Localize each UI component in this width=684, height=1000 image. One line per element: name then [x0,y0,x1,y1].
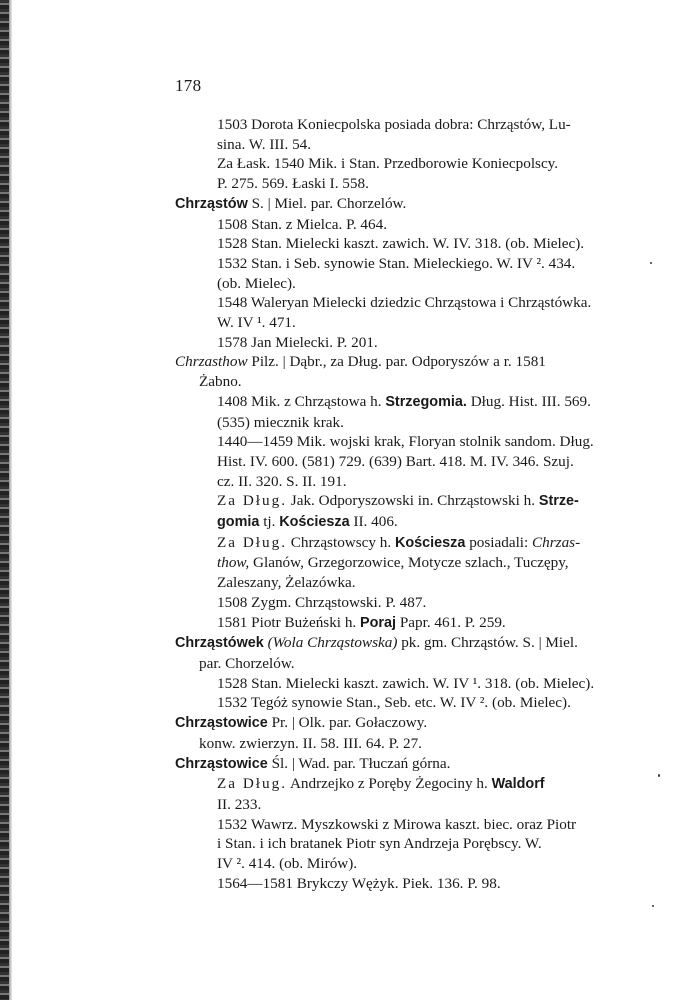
entry-line [175,734,645,754]
bold-term: Chrząstów [175,195,248,212]
text-run: (ob. Mielec). [217,274,296,292]
spaced-citation: Za Dług. [217,492,287,510]
text-run: Śl. | Wad. par. Tłuczań górna. [267,754,451,772]
entry-line [175,154,645,174]
text-run: II. 233. [217,795,262,813]
bold-term: Strzegomia. [385,393,467,410]
page-binding-edge [0,0,9,1000]
entry-line [175,613,645,634]
text-run: 1408 Mik. z Chrząstowa h. [217,392,386,410]
text-run: Pilz. | Dąbr., za Dług. par. Odporyszów a r. 1581 [247,353,546,371]
text-run: 1440—1459 Mik. wojski krak, Floryan stolnik sandom. Dług. [217,433,594,451]
entry-line [175,392,645,413]
bold-term: Poraj [360,614,397,631]
entry-line [175,693,645,713]
text-run: 1528 Stan. Mielecki kaszt. zawich. W. IV ¹. 318. (ob. Mielec). [217,674,595,692]
text-run: Za Łask. 1540 Mik. i Stan. Przedborowie Koniecpolscy. [217,155,559,173]
text-run: 1532 Stan. i Seb. synowie Stan. Mieleckiego. W. IV ². 434. [217,254,576,272]
text-run: pk. gm. Chrząstów. S. | Miel. [397,634,578,652]
text-run: (535) miecznik krak. [217,413,344,431]
entry-line [175,115,645,135]
text-run: Jak. Odporyszowski in. Chrząstowski h. [287,492,539,510]
text-run: par. Chorzelów. [199,654,295,672]
entry-line [175,533,645,554]
entry-line [175,293,645,313]
text-run: IV ². 414. (ob. Mirów). [217,855,358,873]
page-binding-shadow [9,0,12,1000]
print-speck [652,905,654,907]
italic-term: thow, [217,554,250,572]
italic-term: Chrzasthow [175,353,248,371]
text-run: 1532 Wawrz. Myszkowski z Mirowa kaszt. biec. oraz Piotr [217,815,577,833]
text-run: II. 406. [349,513,398,531]
entry-line [175,491,645,512]
entry-line [175,512,645,533]
entry-line [175,452,645,472]
text-run: posiadali: [465,533,533,551]
bold-term: Chrząstowice [175,715,268,732]
text-run: Chrząstowscy h. [287,533,395,551]
entry-line [175,854,645,874]
entry-headword-line [175,352,645,372]
entry-headword-line [175,194,645,215]
text-run: 1564—1581 Brykczy Wężyk. Piek. 136. P. 98. [217,874,501,892]
text-run: 1548 Waleryan Mielecki dziedzic Chrząstowa i Chrząstówka. [217,294,592,312]
text-run: 1528 Stan. Mielecki kaszt. zawich. W. IV. 318. (ob. Mielec). [217,235,585,253]
text-run: Glanów, Grzegorzowice, Motycze szlach., Tuczępy, [249,554,569,572]
entry-line [175,795,645,815]
entry-line [175,834,645,854]
text-run: Pr. | Olk. par. Gołaczowy. [267,714,428,732]
entry-line [175,432,645,452]
entry-line [175,274,645,294]
bold-term: Waldorf [491,776,545,793]
text-run: W. IV ¹. 471. [217,314,296,332]
text-run: 1508 Stan. z Mielca. P. 464. [217,215,387,233]
entry-headword-line [175,713,645,734]
text-run: Żabno. [199,373,242,391]
entry-line [175,372,645,392]
page-number: 178 [175,76,202,95]
entry-line [175,135,645,155]
spaced-citation: Za Dług. [217,775,287,793]
bold-term: Kościesza [394,534,466,551]
entry-text-column [175,115,645,893]
bold-term: Chrząstowice [175,755,268,772]
text-run: Papr. 461. P. 259. [396,613,506,631]
entry-line [175,313,645,333]
entry-line [175,593,645,613]
italic-term: Chrzas- [532,533,581,551]
entry-line [175,774,645,795]
bold-term: Chrząstówek [175,635,264,652]
text-run: 1508 Zygm. Chrząstowski. P. 487. [217,593,427,611]
entry-line [175,234,645,254]
text-run: P. 275. 569. Łaski I. 558. [217,175,369,193]
entry-line [175,654,645,674]
italic-term: (Wola Chrząstowska) [263,634,398,652]
text-run: S. | Miel. par. Chorzelów. [247,194,407,212]
text-run: cz. II. 320. S. II. 191. [217,472,347,490]
text-run: 1532 Tegóż synowie Stan., Seb. etc. W. IV ². (ob. Mielec). [217,694,571,712]
spaced-citation: Za Dług. [217,533,287,551]
print-speck [658,774,660,777]
text-run: Dług. Hist. III. 569. [466,392,591,410]
entry-line [175,553,645,573]
entry-line [175,674,645,694]
text-run: Hist. IV. 600. (581) 729. (639) Bart. 418. M. IV. 346. Szuj. [217,452,574,470]
bold-term: Strze- [538,493,579,510]
entry-line [175,215,645,235]
entry-line [175,254,645,274]
text-run: Andrzejko z Poręby Żegociny h. [287,775,492,793]
entry-line [175,174,645,194]
print-speck [650,262,652,264]
entry-line [175,472,645,492]
entry-line [175,874,645,894]
entry-line [175,573,645,593]
text-run: 1578 Jan Mielecki. P. 201. [217,333,378,351]
entry-headword-line [175,754,645,775]
text-run: 1581 Piotr Bużeński h. [217,613,361,631]
entry-headword-line [175,633,645,654]
text-run: tj. [259,513,280,531]
entry-line [175,815,645,835]
text-run: Zaleszany, Żelazówka. [217,574,356,592]
bold-term: Kościesza [279,514,350,531]
text-run: konw. zwierzyn. II. 58. III. 64. P. 27. [199,734,422,752]
entry-line [175,413,645,433]
text-run: 1503 Dorota Koniecpolska posiada dobra: Chrząstów, Lu- [217,116,571,133]
text-run: sina. W. III. 54. [217,135,312,153]
bold-term: gomia [217,514,260,531]
text-run: i Stan. i ich bratanek Piotr syn Andrzeja Porębscy. W. [217,835,542,853]
entry-line [175,333,645,353]
